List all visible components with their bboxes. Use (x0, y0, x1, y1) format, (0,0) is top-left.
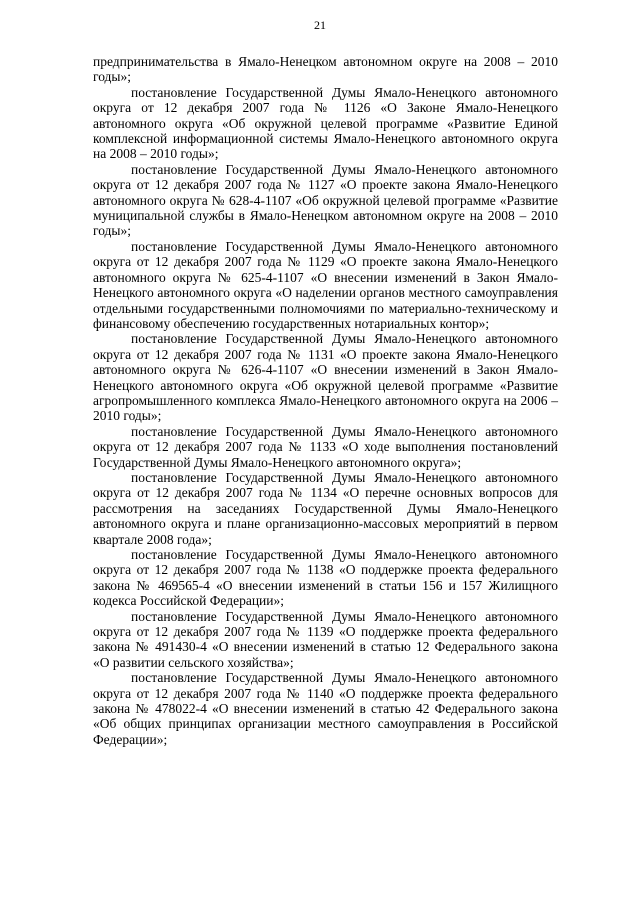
paragraph-resolution-1131: постановление Государственной Думы Ямало-Ненецкого автономного округа от 12 декабря 2007 года № 1131 «О проекте закона Ямало-Ненецкого автономного округа № 626-4-1107 «О внесении изменений в Закон Ямало-Ненецкого автономного округа «Об окружной целевой программе «Развитие агропромышленного комплекса Ямало-Ненецкого автономного округа на 2006 – 2010 годы»; (93, 331, 558, 424)
document-body (93, 54, 558, 747)
paragraph-resolution-1129: постановление Государственной Думы Ямало-Ненецкого автономного округа от 12 декабря 2007 года № 1129 «О проекте закона Ямало-Ненецкого автономного округа № 625-4-1107 «О внесении изменений в Закон Ямало-Ненецкого автономного округа «О наделении органов местного самоуправления отдельными государственными полномочиями по материально-техническому и финансовому обеспечению государственных нотариальных контор»; (93, 238, 558, 331)
paragraph-resolution-1127: постановление Государственной Думы Ямало-Ненецкого автономного округа от 12 декабря 2007 года № 1127 «О проекте закона Ямало-Ненецкого автономного округа № 628-4-1107 «Об окружной целевой программе «Развитие муниципальной службы в Ямало-Ненецком автономном округе на 2008 – 2010 годы»; (93, 161, 558, 239)
page-number: 21 (314, 18, 326, 32)
paragraph-resolution-1134: постановление Государственной Думы Ямало-Ненецкого автономного округа от 12 декабря 2007 года № 1134 «О перечне основных вопросов для рассмотрения на заседаниях Государственной Думы Ямало-Ненецкого автономного округа и плане организационно-массовых мероприятий в первом квартале 2008 года»; (93, 469, 558, 547)
paragraph-resolution-1139: постановление Государственной Думы Ямало-Ненецкого автономного округа от 12 декабря 2007 года № 1139 «О поддержке проекта федерального закона № 491430-4 «О внесении изменений в статью 12 Федерального закона «О развитии сельского хозяйства»; (93, 608, 558, 670)
paragraph-resolution-1133: постановление Государственной Думы Ямало-Ненецкого автономного округа от 12 декабря 2007 года № 1133 «О ходе выполнения постановлений Государственной Думы Ямало-Ненецкого автономного округа»; (93, 423, 558, 470)
paragraph-resolution-1140: постановление Государственной Думы Ямало-Ненецкого автономного округа от 12 декабря 2007 года № 1140 «О поддержке проекта федерального закона № 478022-4 «О внесении изменений в статью 42 Федерального закона «Об общих принципах организации местного самоуправления в Российской Федерации»; (93, 670, 558, 747)
paragraph-resolution-1126: постановление Государственной Думы Ямало-Ненецкого автономного округа от 12 декабря 2007 года № 1126 «О Законе Ямало-Ненецкого автономного округа «Об окружной целевой программе «Развитие Единой комплексной информационной системы Ямало-Ненецкого автономного округа на 2008 – 2010 годы»; (93, 84, 558, 162)
paragraph-continuation: предпринимательства в Ямало-Ненецком автономном округе на 2008 – 2010 годы»; (93, 54, 558, 85)
paragraph-resolution-1138: постановление Государственной Думы Ямало-Ненецкого автономного округа от 12 декабря 2007 года № 1138 «О поддержке проекта федерального закона № 469565-4 «О внесении изменений в статьи 156 и 157 Жилищного кодекса Российской Федерации»; (93, 547, 558, 609)
